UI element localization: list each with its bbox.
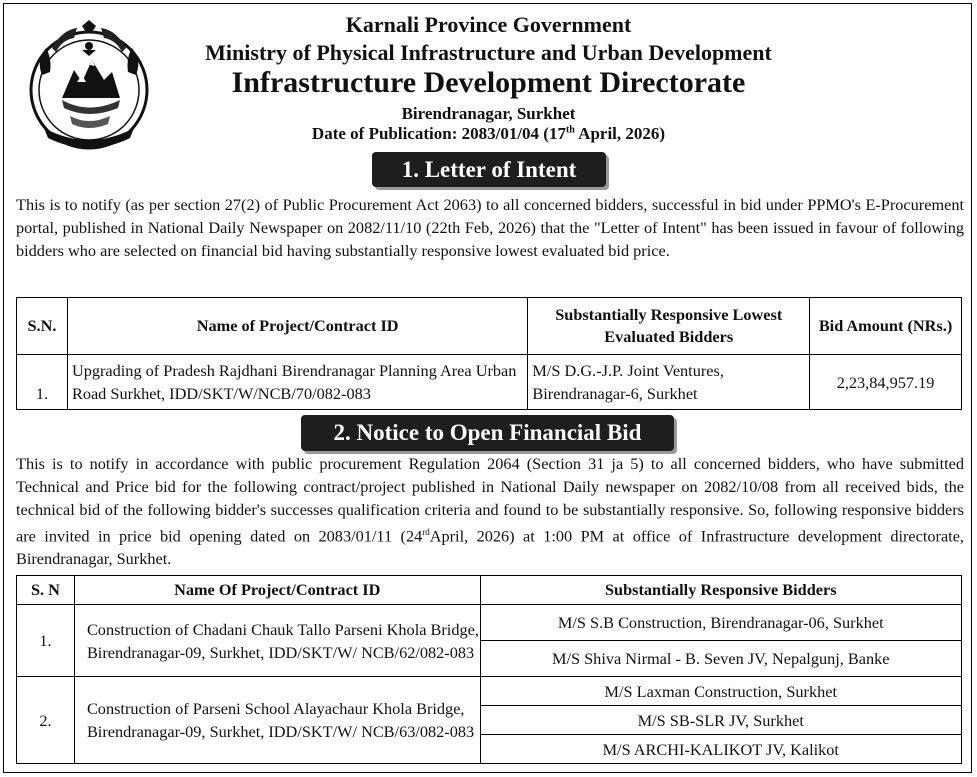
- column-header: S.N.: [17, 298, 68, 355]
- section-title-financial-bid: 2. Notice to Open Financial Bid: [301, 415, 674, 451]
- section-title-letter-of-intent: 1. Letter of Intent: [372, 152, 606, 187]
- directorate-name: Infrastructure Development Directorate: [231, 66, 746, 99]
- bidder-cell: M/S Shiva Nirmal - B. Seven JV, Nepalgunj, Banke: [480, 641, 961, 677]
- column-header: Substantially Responsive Bidders: [480, 576, 961, 605]
- table-header-row: [17, 298, 962, 355]
- column-header: Name Of Project/Contract ID: [74, 576, 480, 605]
- financial-bid-paragraph: This is to notify in accordance with public procurement Regulation 2064 (Section 31 ja 5) to all concerned bidders, who have submitted Technical and Price bid for the following contract/project published in National Daily newspaper on 2082/10/08 from all received bids, the technical bid of the following bidder's successes qualification criteria and found to be substantially responsive. So, following responsive bidders are invited in price bid opening dated on 2083/01/11 (24rdApril, 2026) at 1:00 PM at office of Infrastructure development directorate, Birendranagar, Surkhet.: [16, 454, 965, 569]
- bid-amount-cell: 2,23,84,957.19: [810, 355, 962, 410]
- sn-cell: 1.: [17, 605, 75, 677]
- table-row: [17, 355, 962, 410]
- financial-bid-table: [16, 575, 962, 764]
- table-header-row: [17, 576, 962, 605]
- column-header: Substantially Responsive Lowest Evaluated Bidders: [528, 298, 810, 355]
- bidder-cell: M/S SB-SLR JV, Surkhet: [480, 706, 961, 735]
- publication-date: Date of Publication: 2083/01/04 (17th April, 2026): [311, 124, 666, 143]
- bidder-cell: M/S S.B Construction, Birendranagar-06, Surkhet: [480, 605, 961, 641]
- bidder-cell: M/S D.G.-J.P. Joint Ventures, Birendranagar-6, Surkhet: [528, 355, 810, 410]
- government-name: Karnali Province Government: [345, 12, 632, 37]
- project-cell: Upgrading of Pradesh Rajdhani Birendranagar Planning Area Urban Road Surkhet, IDD/SKT/W/NCB/70/082-083: [67, 355, 527, 410]
- letter-of-intent-table: [16, 297, 962, 410]
- project-cell: Construction of Chadani Chauk Tallo Parseni Khola Bridge, Birendranagar-09, Surkhet, IDD/SKT/W/ NCB/62/082-083: [74, 605, 480, 677]
- table-row: [17, 677, 962, 706]
- column-header: S. N: [17, 576, 75, 605]
- project-cell: Construction of Parseni School Alayachaur Khola Bridge, Birendranagar-09, Surkhet, IDD/SKT/W/ NCB/63/082-083: [74, 677, 480, 764]
- bidder-cell: M/S Laxman Construction, Surkhet: [480, 677, 961, 706]
- letter-of-intent-paragraph: This is to notify (as per section 27(2) of Public Procurement Act 2063) to all concerned bidders, successful in bid under PPMO's E-Procurement portal, published in National Daily Newspaper on 2082/11/10 (22th Feb, 2026) that the "Letter of Intent" has been issued in favour of following bidders who are selected on financial bid having substantially responsive lowest evaluated bid price.: [16, 195, 964, 260]
- office-location: Birendranagar, Surkhet: [401, 104, 576, 123]
- column-header: Name of Project/Contract ID: [67, 298, 527, 355]
- column-header: Bid Amount (NRs.): [810, 298, 962, 355]
- bidder-cell: M/S ARCHI-KALIKOT JV, Kalikot: [480, 735, 961, 764]
- sn-cell: 1.: [17, 355, 68, 410]
- ministry-name: Ministry of Physical Infrastructure and Urban Development: [205, 40, 772, 65]
- sn-cell: 2.: [17, 677, 75, 764]
- table-row: [17, 605, 962, 641]
